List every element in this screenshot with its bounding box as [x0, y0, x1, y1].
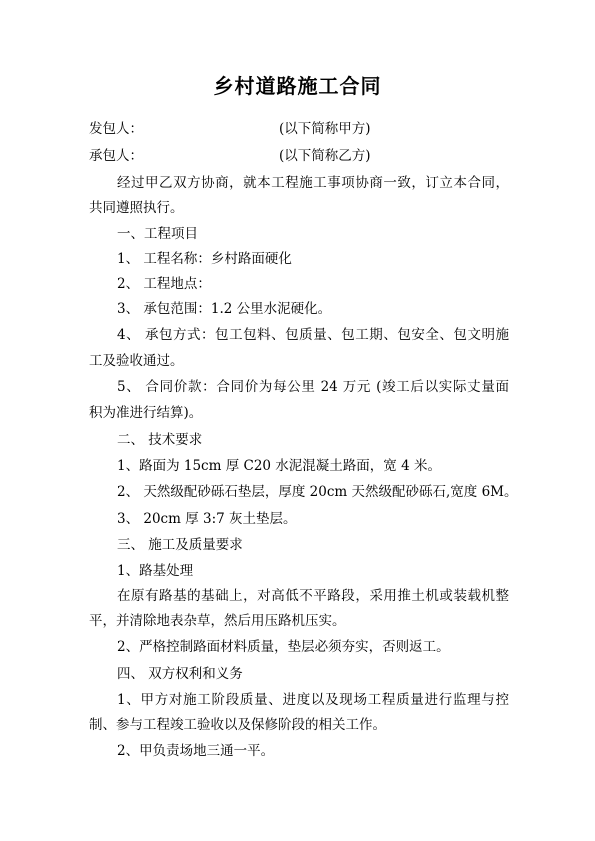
- contractor-label: 承包人：: [89, 148, 143, 164]
- employer-line: [89, 120, 509, 138]
- contractor-line: [89, 147, 509, 165]
- section-1-item-5-line-1: 5、 合同价款：合同价为每公里 24 万元 (竣工后以实际丈量面: [117, 379, 509, 395]
- section-2-item-3: 3、 20cm 厚 3:7 灰土垫层。: [117, 511, 297, 527]
- section-3-item-2: 2、严格控制路面材料质量，垫层必须夯实，否则返工。: [117, 639, 450, 655]
- section-1-item-2: 2、 工程地点：: [117, 276, 211, 292]
- employer-label: 发包人：: [89, 121, 143, 137]
- section-1-item-4-line-1: 4、 承包方式：包工包料、包质量、包工期、包安全、包文明施: [117, 327, 509, 343]
- section-4-item-1-line-2: 制、参与工程竣工验收以及保修阶段的相关工作。: [89, 717, 386, 733]
- contractor-note: (以下简称乙方): [279, 148, 371, 164]
- section-3-heading: 三、 施工及质量要求: [117, 537, 243, 553]
- employer-note: (以下简称甲方): [279, 121, 371, 137]
- section-3-sub-1: 1、路基处理: [117, 563, 194, 579]
- section-1-item-5-line-2: 积为准进行结算)。: [89, 405, 203, 421]
- section-3-para-1-line-1: 在原有路基的基础上，对高低不平路段，采用推土机或装载机整: [117, 588, 509, 604]
- section-1-heading: 一、工程项目: [117, 226, 198, 242]
- section-4-item-1-line-1: 1、甲方对施工阶段质量、进度以及现场工程质量进行监理与控: [117, 692, 509, 708]
- section-4-item-2: 2、甲负责场地三通一平。: [117, 743, 275, 759]
- section-3-para-1-line-2: 平，并清除地表杂草，然后用压路机压实。: [89, 613, 346, 629]
- section-1-item-3: 3、 承包范围：1.2 公里水泥硬化。: [117, 301, 332, 317]
- section-2-heading: 二、 技术要求: [117, 432, 203, 448]
- section-2-item-1: 1、路面为 15cm 厚 C20 水泥混凝土路面，宽 4 米。: [117, 458, 441, 474]
- section-2-item-2: 2、 天然级配砂砾石垫层，厚度 20cm 天然级配砂砾石,宽度 6M。: [117, 484, 518, 500]
- section-1-item-4-line-2: 工及验收通过。: [89, 353, 184, 369]
- section-1-item-1: 1、 工程名称：乡村路面硬化: [117, 251, 292, 267]
- contract-title: 乡村道路施工合同: [213, 74, 382, 98]
- intro-line-1: 经过甲乙双方协商，就本工程施工事项协商一致，订立本合同，: [117, 175, 509, 191]
- intro-line-2: 共同遵照执行。: [89, 200, 184, 216]
- section-4-heading: 四、 双方权利和义务: [117, 666, 243, 682]
